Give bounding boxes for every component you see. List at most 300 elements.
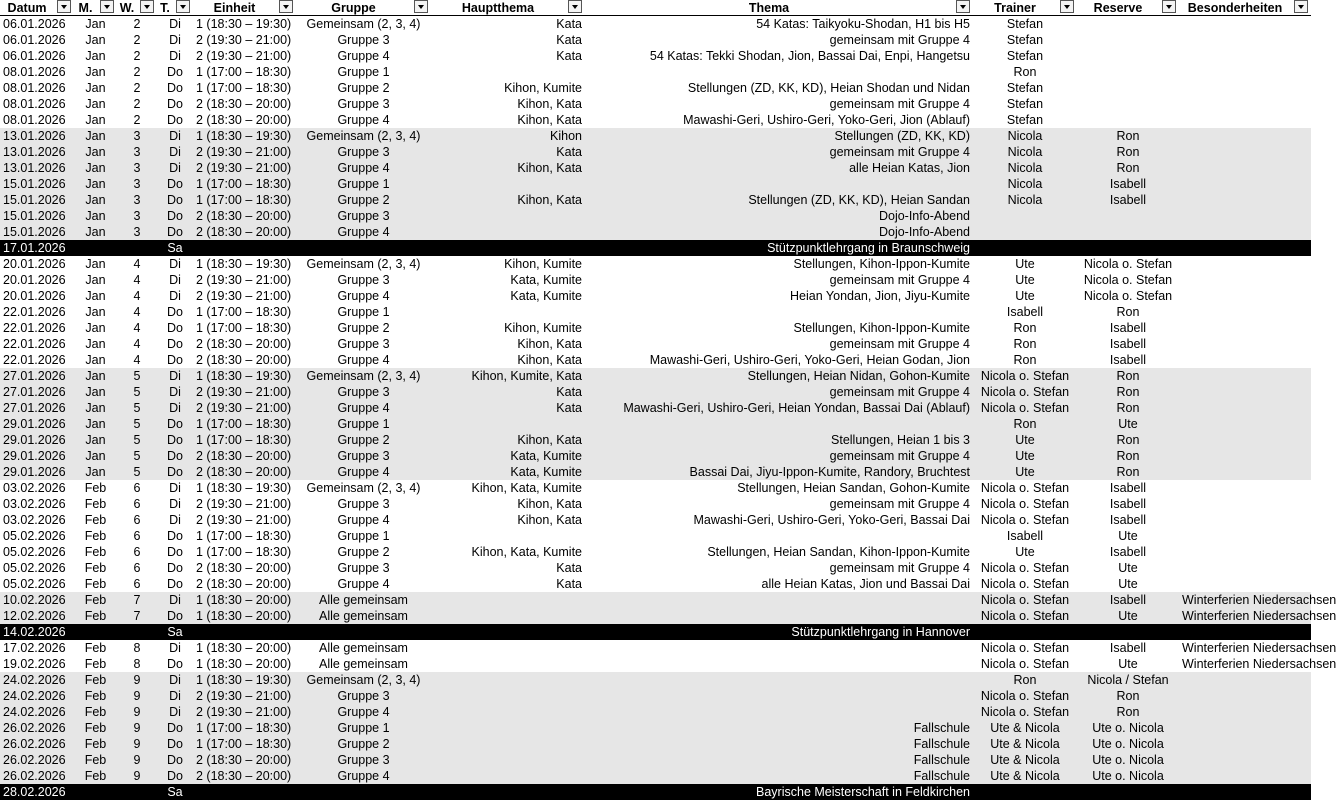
cell-hauptthema[interactable]: Kihon, Kumite xyxy=(431,320,585,336)
cell-datum[interactable]: 10.02.2026 xyxy=(0,592,74,608)
cell-einheit[interactable] xyxy=(193,624,296,640)
cell-einheit[interactable]: 1 (18:30 – 19:30) xyxy=(193,16,296,33)
cell-gruppe[interactable]: Gruppe 1 xyxy=(296,176,431,192)
table-row[interactable] xyxy=(0,112,1311,128)
cell-datum[interactable]: 03.02.2026 xyxy=(0,480,74,496)
cell-gruppe[interactable]: Gruppe 3 xyxy=(296,752,431,768)
cell-einheit[interactable]: 1 (17:00 – 18:30) xyxy=(193,80,296,96)
cell-reserve[interactable]: Ute xyxy=(1077,560,1179,576)
cell-gruppe[interactable]: Alle gemeinsam xyxy=(296,592,431,608)
cell-monat[interactable]: Jan xyxy=(74,464,117,480)
cell-thema[interactable]: gemeinsam mit Gruppe 4 xyxy=(585,272,973,288)
cell-einheit[interactable]: 2 (18:30 – 20:00) xyxy=(193,448,296,464)
table-row[interactable] xyxy=(0,672,1311,688)
cell-hauptthema[interactable]: Kihon, Kumite, Kata xyxy=(431,368,585,384)
cell-gruppe[interactable]: Gruppe 3 xyxy=(296,272,431,288)
cell-reserve[interactable]: Ute xyxy=(1077,576,1179,592)
cell-woche[interactable]: 7 xyxy=(117,608,157,624)
cell-woche[interactable]: 9 xyxy=(117,704,157,720)
cell-tag[interactable]: Do xyxy=(157,608,193,624)
cell-thema[interactable] xyxy=(585,304,973,320)
cell-tag[interactable]: Do xyxy=(157,448,193,464)
table-row[interactable] xyxy=(0,576,1311,592)
cell-woche[interactable]: 5 xyxy=(117,464,157,480)
cell-datum[interactable]: 19.02.2026 xyxy=(0,656,74,672)
cell-gruppe[interactable]: Gruppe 4 xyxy=(296,400,431,416)
cell-besonderheiten[interactable]: Winterferien Niedersachsen xyxy=(1179,592,1311,608)
event-row[interactable] xyxy=(0,240,1311,256)
cell-hauptthema[interactable] xyxy=(431,704,585,720)
cell-einheit[interactable]: 1 (17:00 – 18:30) xyxy=(193,64,296,80)
table-row[interactable] xyxy=(0,656,1311,672)
table-row[interactable] xyxy=(0,208,1311,224)
cell-woche[interactable]: 2 xyxy=(117,64,157,80)
cell-woche[interactable]: 9 xyxy=(117,736,157,752)
cell-woche[interactable]: 2 xyxy=(117,96,157,112)
cell-thema[interactable]: Stellungen, Kihon-Ippon-Kumite xyxy=(585,320,973,336)
cell-datum[interactable]: 29.01.2026 xyxy=(0,416,74,432)
cell-hauptthema[interactable] xyxy=(431,768,585,784)
filter-dropdown-icon[interactable] xyxy=(57,0,71,13)
cell-trainer[interactable]: Nicola o. Stefan xyxy=(973,368,1077,384)
cell-gruppe[interactable]: Gruppe 3 xyxy=(296,448,431,464)
cell-datum[interactable]: 13.01.2026 xyxy=(0,144,74,160)
filter-dropdown-icon[interactable] xyxy=(1060,0,1074,13)
cell-woche[interactable]: 9 xyxy=(117,672,157,688)
cell-tag[interactable]: Do xyxy=(157,432,193,448)
table-row[interactable] xyxy=(0,752,1311,768)
cell-thema[interactable] xyxy=(585,64,973,80)
cell-besonderheiten[interactable] xyxy=(1179,560,1311,576)
cell-datum[interactable]: 13.01.2026 xyxy=(0,160,74,176)
cell-besonderheiten[interactable] xyxy=(1179,144,1311,160)
cell-monat[interactable]: Feb xyxy=(74,672,117,688)
table-row[interactable] xyxy=(0,272,1311,288)
cell-tag[interactable]: Do xyxy=(157,528,193,544)
cell-trainer[interactable]: Nicola xyxy=(973,144,1077,160)
table-row[interactable] xyxy=(0,320,1311,336)
cell-thema[interactable]: Mawashi-Geri, Ushiro-Geri, Yoko-Geri, Jion (Ablauf) xyxy=(585,112,973,128)
cell-einheit[interactable]: 1 (18:30 – 20:00) xyxy=(193,592,296,608)
cell-monat[interactable]: Jan xyxy=(74,384,117,400)
cell-reserve[interactable]: Isabell xyxy=(1077,480,1179,496)
cell-tag[interactable]: Di xyxy=(157,400,193,416)
cell-thema[interactable]: Stützpunktlehrgang in Braunschweig xyxy=(585,240,973,256)
cell-tag[interactable]: Do xyxy=(157,224,193,240)
cell-tag[interactable]: Di xyxy=(157,384,193,400)
cell-datum[interactable]: 24.02.2026 xyxy=(0,672,74,688)
cell-einheit[interactable]: 1 (17:00 – 18:30) xyxy=(193,320,296,336)
cell-woche[interactable]: 3 xyxy=(117,224,157,240)
cell-reserve[interactable] xyxy=(1077,112,1179,128)
cell-datum[interactable]: 22.01.2026 xyxy=(0,336,74,352)
cell-hauptthema[interactable] xyxy=(431,240,585,256)
cell-hauptthema[interactable]: Kata xyxy=(431,384,585,400)
cell-tag[interactable]: Di xyxy=(157,496,193,512)
cell-gruppe[interactable]: Alle gemeinsam xyxy=(296,608,431,624)
cell-datum[interactable]: 26.02.2026 xyxy=(0,736,74,752)
cell-thema[interactable]: gemeinsam mit Gruppe 4 xyxy=(585,336,973,352)
cell-woche[interactable]: 5 xyxy=(117,368,157,384)
table-row[interactable] xyxy=(0,128,1311,144)
cell-monat[interactable]: Feb xyxy=(74,640,117,656)
cell-woche[interactable]: 2 xyxy=(117,80,157,96)
event-row[interactable] xyxy=(0,784,1311,800)
cell-woche[interactable]: 2 xyxy=(117,48,157,64)
cell-einheit[interactable]: 1 (18:30 – 19:30) xyxy=(193,480,296,496)
cell-woche[interactable]: 9 xyxy=(117,688,157,704)
filter-dropdown-icon[interactable] xyxy=(176,0,190,13)
cell-einheit[interactable]: 2 (19:30 – 21:00) xyxy=(193,384,296,400)
filter-dropdown-icon[interactable] xyxy=(140,0,154,13)
cell-woche[interactable]: 5 xyxy=(117,384,157,400)
cell-trainer[interactable]: Ute xyxy=(973,464,1077,480)
cell-monat[interactable]: Jan xyxy=(74,368,117,384)
cell-monat[interactable]: Jan xyxy=(74,48,117,64)
cell-einheit[interactable]: 1 (17:00 – 18:30) xyxy=(193,432,296,448)
cell-reserve[interactable] xyxy=(1077,80,1179,96)
cell-thema[interactable] xyxy=(585,704,973,720)
cell-monat[interactable]: Jan xyxy=(74,160,117,176)
cell-tag[interactable]: Do xyxy=(157,656,193,672)
cell-datum[interactable]: 20.01.2026 xyxy=(0,288,74,304)
cell-trainer[interactable]: Ute & Nicola xyxy=(973,720,1077,736)
cell-trainer[interactable]: Ute xyxy=(973,256,1077,272)
cell-reserve[interactable]: Ron xyxy=(1077,464,1179,480)
event-row[interactable] xyxy=(0,624,1311,640)
cell-besonderheiten[interactable] xyxy=(1179,464,1311,480)
cell-hauptthema[interactable] xyxy=(431,208,585,224)
table-row[interactable] xyxy=(0,592,1311,608)
cell-woche[interactable]: 9 xyxy=(117,752,157,768)
table-row[interactable] xyxy=(0,400,1311,416)
cell-gruppe[interactable]: Gemeinsam (2, 3, 4) xyxy=(296,480,431,496)
cell-thema[interactable]: alle Heian Katas, Jion und Bassai Dai xyxy=(585,576,973,592)
cell-monat[interactable]: Jan xyxy=(74,112,117,128)
cell-woche[interactable]: 9 xyxy=(117,768,157,784)
cell-reserve[interactable]: Ron xyxy=(1077,144,1179,160)
cell-einheit[interactable]: 2 (18:30 – 20:00) xyxy=(193,224,296,240)
cell-woche[interactable]: 8 xyxy=(117,656,157,672)
table-row[interactable] xyxy=(0,608,1311,624)
cell-tag[interactable]: Di xyxy=(157,480,193,496)
cell-datum[interactable]: 29.01.2026 xyxy=(0,464,74,480)
cell-einheit[interactable]: 1 (18:30 – 20:00) xyxy=(193,656,296,672)
cell-thema[interactable]: Stützpunktlehrgang in Hannover xyxy=(585,624,973,640)
cell-besonderheiten[interactable] xyxy=(1179,352,1311,368)
cell-thema[interactable]: gemeinsam mit Gruppe 4 xyxy=(585,560,973,576)
cell-einheit[interactable]: 1 (17:00 – 18:30) xyxy=(193,528,296,544)
cell-reserve[interactable]: Ute o. Nicola xyxy=(1077,768,1179,784)
filter-dropdown-icon[interactable] xyxy=(414,0,428,13)
cell-reserve[interactable]: Isabell xyxy=(1077,512,1179,528)
cell-hauptthema[interactable]: Kata xyxy=(431,576,585,592)
cell-hauptthema[interactable]: Kihon, Kumite xyxy=(431,256,585,272)
cell-trainer[interactable]: Nicola o. Stefan xyxy=(973,704,1077,720)
cell-reserve[interactable] xyxy=(1077,64,1179,80)
cell-thema[interactable] xyxy=(585,672,973,688)
cell-thema[interactable]: Mawashi-Geri, Ushiro-Geri, Heian Yondan, Bassai Dai (Ablauf) xyxy=(585,400,973,416)
cell-datum[interactable]: 15.01.2026 xyxy=(0,208,74,224)
cell-einheit[interactable]: 2 (18:30 – 20:00) xyxy=(193,96,296,112)
cell-monat[interactable]: Jan xyxy=(74,80,117,96)
cell-trainer[interactable]: Nicola o. Stefan xyxy=(973,384,1077,400)
cell-tag[interactable]: Di xyxy=(157,32,193,48)
cell-reserve[interactable]: Nicola o. Stefan xyxy=(1077,272,1179,288)
cell-woche[interactable]: 4 xyxy=(117,288,157,304)
cell-besonderheiten[interactable] xyxy=(1179,544,1311,560)
cell-hauptthema[interactable]: Kihon, Kumite xyxy=(431,80,585,96)
filter-dropdown-icon[interactable] xyxy=(956,0,970,13)
cell-einheit[interactable]: 2 (19:30 – 21:00) xyxy=(193,288,296,304)
cell-hauptthema[interactable] xyxy=(431,608,585,624)
cell-einheit[interactable]: 2 (19:30 – 21:00) xyxy=(193,144,296,160)
cell-einheit[interactable]: 1 (17:00 – 18:30) xyxy=(193,544,296,560)
cell-einheit[interactable]: 1 (18:30 – 20:00) xyxy=(193,640,296,656)
cell-besonderheiten[interactable] xyxy=(1179,304,1311,320)
cell-besonderheiten[interactable] xyxy=(1179,208,1311,224)
table-row[interactable] xyxy=(0,512,1311,528)
cell-thema[interactable]: Stellungen, Kihon-Ippon-Kumite xyxy=(585,256,973,272)
cell-gruppe[interactable]: Gruppe 4 xyxy=(296,160,431,176)
cell-datum[interactable]: 03.02.2026 xyxy=(0,512,74,528)
cell-monat[interactable]: Feb xyxy=(74,752,117,768)
cell-monat[interactable]: Jan xyxy=(74,336,117,352)
cell-gruppe[interactable]: Alle gemeinsam xyxy=(296,656,431,672)
cell-hauptthema[interactable] xyxy=(431,528,585,544)
cell-gruppe[interactable]: Gruppe 4 xyxy=(296,352,431,368)
cell-woche[interactable] xyxy=(117,240,157,256)
cell-hauptthema[interactable] xyxy=(431,688,585,704)
cell-gruppe[interactable]: Gruppe 4 xyxy=(296,288,431,304)
cell-trainer[interactable]: Nicola o. Stefan xyxy=(973,480,1077,496)
cell-monat[interactable]: Feb xyxy=(74,688,117,704)
filter-dropdown-icon[interactable] xyxy=(1294,0,1308,13)
cell-gruppe[interactable]: Gruppe 3 xyxy=(296,208,431,224)
cell-einheit[interactable]: 2 (18:30 – 20:00) xyxy=(193,352,296,368)
cell-besonderheiten[interactable] xyxy=(1179,416,1311,432)
cell-einheit[interactable]: 2 (18:30 – 20:00) xyxy=(193,464,296,480)
cell-besonderheiten[interactable] xyxy=(1179,768,1311,784)
cell-reserve[interactable]: Isabell xyxy=(1077,544,1179,560)
cell-monat[interactable]: Jan xyxy=(74,64,117,80)
cell-trainer[interactable]: Nicola o. Stefan xyxy=(973,608,1077,624)
cell-hauptthema[interactable]: Kata, Kumite xyxy=(431,448,585,464)
cell-trainer[interactable]: Nicola o. Stefan xyxy=(973,496,1077,512)
cell-besonderheiten[interactable] xyxy=(1179,256,1311,272)
cell-gruppe[interactable]: Gruppe 1 xyxy=(296,416,431,432)
cell-woche[interactable]: 9 xyxy=(117,720,157,736)
cell-einheit[interactable]: 1 (18:30 – 19:30) xyxy=(193,672,296,688)
cell-thema[interactable]: Stellungen, Heian Sandan, Gohon-Kumite xyxy=(585,480,973,496)
cell-hauptthema[interactable]: Kata, Kumite xyxy=(431,272,585,288)
cell-besonderheiten[interactable] xyxy=(1179,224,1311,240)
table-row[interactable] xyxy=(0,96,1311,112)
cell-hauptthema[interactable]: Kata xyxy=(431,48,585,64)
cell-thema[interactable]: gemeinsam mit Gruppe 4 xyxy=(585,496,973,512)
cell-datum[interactable]: 12.02.2026 xyxy=(0,608,74,624)
cell-trainer[interactable]: Nicola o. Stefan xyxy=(973,576,1077,592)
cell-datum[interactable]: 14.02.2026 xyxy=(0,624,74,640)
cell-reserve[interactable]: Ute xyxy=(1077,656,1179,672)
cell-besonderheiten[interactable] xyxy=(1179,720,1311,736)
cell-besonderheiten[interactable] xyxy=(1179,128,1311,144)
cell-monat[interactable]: Jan xyxy=(74,320,117,336)
cell-besonderheiten[interactable]: Winterferien Niedersachsen xyxy=(1179,640,1311,656)
table-row[interactable] xyxy=(0,144,1311,160)
table-row[interactable] xyxy=(0,448,1311,464)
cell-besonderheiten[interactable] xyxy=(1179,32,1311,48)
cell-besonderheiten[interactable] xyxy=(1179,320,1311,336)
cell-monat[interactable]: Jan xyxy=(74,352,117,368)
cell-trainer[interactable]: Ron xyxy=(973,352,1077,368)
cell-gruppe[interactable]: Gruppe 3 xyxy=(296,384,431,400)
cell-reserve[interactable]: Isabell xyxy=(1077,352,1179,368)
cell-einheit[interactable]: 2 (18:30 – 20:00) xyxy=(193,576,296,592)
cell-thema[interactable] xyxy=(585,416,973,432)
cell-trainer[interactable] xyxy=(973,624,1077,640)
cell-monat[interactable]: Feb xyxy=(74,768,117,784)
cell-trainer[interactable]: Stefan xyxy=(973,96,1077,112)
cell-trainer[interactable] xyxy=(973,224,1077,240)
cell-thema[interactable]: Dojo-Info-Abend xyxy=(585,224,973,240)
cell-besonderheiten[interactable] xyxy=(1179,240,1311,256)
cell-hauptthema[interactable]: Kata xyxy=(431,400,585,416)
cell-gruppe[interactable]: Gruppe 4 xyxy=(296,768,431,784)
cell-hauptthema[interactable] xyxy=(431,752,585,768)
cell-datum[interactable]: 05.02.2026 xyxy=(0,560,74,576)
table-row[interactable] xyxy=(0,192,1311,208)
cell-reserve[interactable]: Isabell xyxy=(1077,640,1179,656)
cell-datum[interactable]: 15.01.2026 xyxy=(0,176,74,192)
cell-datum[interactable]: 29.01.2026 xyxy=(0,448,74,464)
cell-tag[interactable]: Do xyxy=(157,736,193,752)
cell-reserve[interactable]: Ron xyxy=(1077,448,1179,464)
cell-gruppe[interactable]: Gemeinsam (2, 3, 4) xyxy=(296,672,431,688)
cell-woche[interactable]: 3 xyxy=(117,176,157,192)
cell-monat[interactable]: Feb xyxy=(74,608,117,624)
table-row[interactable] xyxy=(0,736,1311,752)
cell-datum[interactable]: 24.02.2026 xyxy=(0,688,74,704)
cell-tag[interactable]: Do xyxy=(157,544,193,560)
cell-datum[interactable]: 26.02.2026 xyxy=(0,768,74,784)
cell-einheit[interactable]: 2 (19:30 – 21:00) xyxy=(193,32,296,48)
cell-gruppe[interactable] xyxy=(296,240,431,256)
cell-einheit[interactable]: 1 (17:00 – 18:30) xyxy=(193,416,296,432)
cell-trainer[interactable]: Isabell xyxy=(973,304,1077,320)
cell-gruppe[interactable]: Gruppe 3 xyxy=(296,336,431,352)
cell-thema[interactable]: Stellungen, Heian Nidan, Gohon-Kumite xyxy=(585,368,973,384)
cell-gruppe[interactable]: Gruppe 4 xyxy=(296,512,431,528)
cell-hauptthema[interactable]: Kihon, Kata xyxy=(431,160,585,176)
cell-tag[interactable]: Do xyxy=(157,192,193,208)
cell-besonderheiten[interactable] xyxy=(1179,736,1311,752)
cell-tag[interactable]: Do xyxy=(157,176,193,192)
cell-thema[interactable]: Heian Yondan, Jion, Jiyu-Kumite xyxy=(585,288,973,304)
cell-trainer[interactable]: Nicola o. Stefan xyxy=(973,640,1077,656)
cell-einheit[interactable]: 2 (19:30 – 21:00) xyxy=(193,704,296,720)
cell-thema[interactable] xyxy=(585,640,973,656)
cell-tag[interactable]: Do xyxy=(157,416,193,432)
table-row[interactable] xyxy=(0,256,1311,272)
cell-gruppe[interactable]: Gruppe 2 xyxy=(296,736,431,752)
cell-tag[interactable]: Do xyxy=(157,304,193,320)
cell-reserve[interactable]: Ron xyxy=(1077,128,1179,144)
cell-gruppe[interactable]: Gruppe 1 xyxy=(296,304,431,320)
cell-datum[interactable]: 15.01.2026 xyxy=(0,224,74,240)
cell-thema[interactable] xyxy=(585,176,973,192)
cell-trainer[interactable] xyxy=(973,784,1077,800)
cell-gruppe[interactable]: Alle gemeinsam xyxy=(296,640,431,656)
cell-tag[interactable]: Di xyxy=(157,672,193,688)
cell-hauptthema[interactable]: Kihon, Kata xyxy=(431,336,585,352)
cell-monat[interactable]: Jan xyxy=(74,224,117,240)
cell-woche[interactable] xyxy=(117,784,157,800)
cell-reserve[interactable]: Ute xyxy=(1077,528,1179,544)
table-row[interactable] xyxy=(0,464,1311,480)
cell-datum[interactable]: 22.01.2026 xyxy=(0,304,74,320)
cell-reserve[interactable]: Ron xyxy=(1077,432,1179,448)
cell-trainer[interactable]: Ron xyxy=(973,336,1077,352)
filter-dropdown-icon[interactable] xyxy=(279,0,293,13)
cell-thema[interactable]: gemeinsam mit Gruppe 4 xyxy=(585,96,973,112)
cell-gruppe[interactable] xyxy=(296,624,431,640)
cell-besonderheiten[interactable] xyxy=(1179,704,1311,720)
cell-tag[interactable]: Di xyxy=(157,368,193,384)
table-row[interactable] xyxy=(0,432,1311,448)
cell-reserve[interactable]: Isabell xyxy=(1077,592,1179,608)
cell-monat[interactable]: Feb xyxy=(74,720,117,736)
cell-reserve[interactable]: Isabell xyxy=(1077,496,1179,512)
cell-monat[interactable]: Jan xyxy=(74,192,117,208)
cell-thema[interactable]: gemeinsam mit Gruppe 4 xyxy=(585,144,973,160)
cell-tag[interactable]: Di xyxy=(157,272,193,288)
cell-woche[interactable]: 2 xyxy=(117,112,157,128)
table-row[interactable] xyxy=(0,80,1311,96)
cell-besonderheiten[interactable] xyxy=(1179,448,1311,464)
cell-datum[interactable]: 06.01.2026 xyxy=(0,48,74,64)
cell-trainer[interactable]: Ron xyxy=(973,672,1077,688)
cell-tag[interactable]: Di xyxy=(157,160,193,176)
cell-trainer[interactable]: Stefan xyxy=(973,80,1077,96)
table-row[interactable] xyxy=(0,48,1311,64)
cell-hauptthema[interactable]: Kihon, Kata xyxy=(431,112,585,128)
table-row[interactable] xyxy=(0,304,1311,320)
cell-hauptthema[interactable]: Kihon, Kata xyxy=(431,432,585,448)
cell-einheit[interactable]: 1 (18:30 – 19:30) xyxy=(193,256,296,272)
cell-reserve[interactable]: Isabell xyxy=(1077,320,1179,336)
cell-woche[interactable]: 3 xyxy=(117,144,157,160)
cell-datum[interactable]: 24.02.2026 xyxy=(0,704,74,720)
cell-hauptthema[interactable] xyxy=(431,640,585,656)
cell-monat[interactable]: Feb xyxy=(74,544,117,560)
cell-besonderheiten[interactable] xyxy=(1179,96,1311,112)
cell-reserve[interactable] xyxy=(1077,96,1179,112)
cell-thema[interactable]: Fallschule xyxy=(585,736,973,752)
cell-tag[interactable]: Do xyxy=(157,464,193,480)
table-row[interactable] xyxy=(0,704,1311,720)
cell-besonderheiten[interactable] xyxy=(1179,176,1311,192)
cell-monat[interactable]: Feb xyxy=(74,480,117,496)
cell-thema[interactable]: Bayrische Meisterschaft in Feldkirchen xyxy=(585,784,973,800)
table-row[interactable] xyxy=(0,544,1311,560)
table-row[interactable] xyxy=(0,768,1311,784)
cell-gruppe[interactable]: Gruppe 1 xyxy=(296,528,431,544)
cell-datum[interactable]: 27.01.2026 xyxy=(0,384,74,400)
cell-monat[interactable]: Feb xyxy=(74,704,117,720)
cell-reserve[interactable] xyxy=(1077,784,1179,800)
cell-datum[interactable]: 28.02.2026 xyxy=(0,784,74,800)
